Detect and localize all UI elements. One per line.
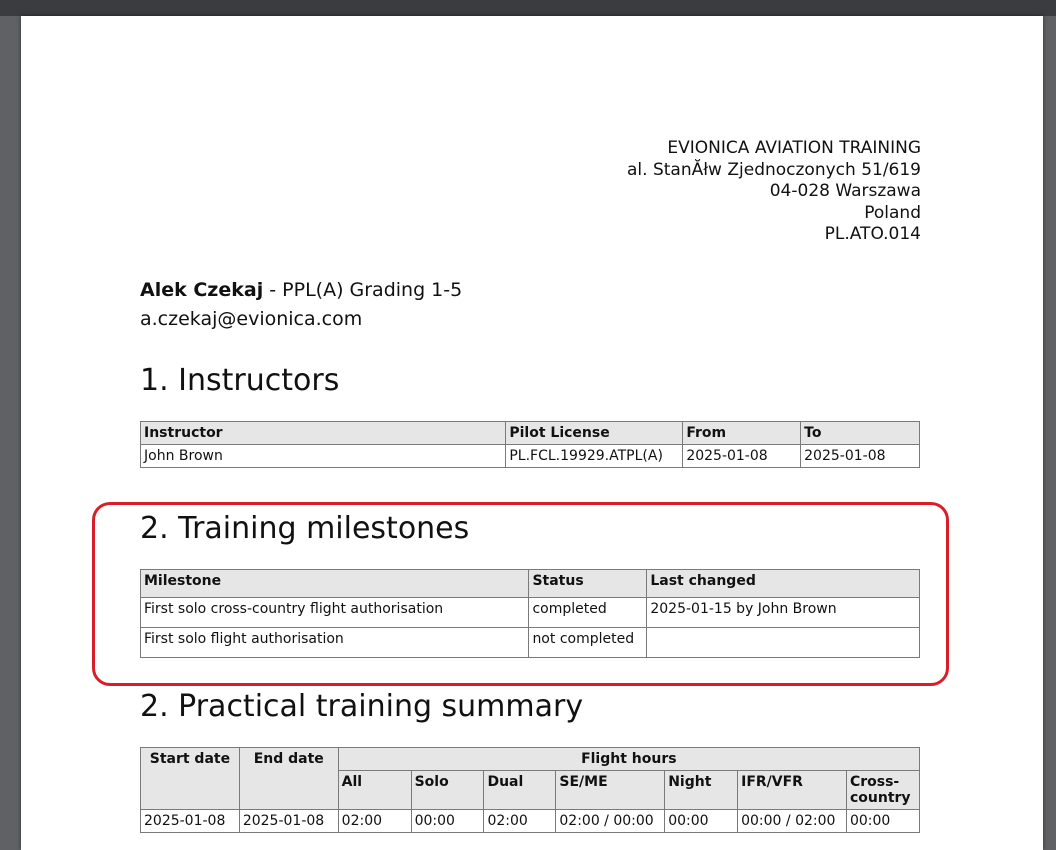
column-header: Status	[529, 570, 647, 598]
column-header: Night	[665, 771, 738, 810]
table-cell: PL.FCL.19929.ATPL(A)	[506, 445, 683, 468]
student-email: a.czekaj@evionica.com	[140, 308, 363, 330]
column-header: Last changed	[647, 570, 920, 598]
table-header-row	[141, 422, 920, 445]
column-header: To	[801, 422, 920, 445]
document-page	[21, 16, 1043, 850]
table-cell: 2025-01-08	[801, 445, 920, 468]
table-row	[141, 598, 920, 628]
course-name: - PPL(A) Grading 1-5	[263, 279, 463, 301]
org-name: EVIONICA AVIATION TRAINING	[667, 138, 921, 158]
table-cell: not completed	[529, 628, 647, 658]
column-header: All	[338, 771, 411, 810]
organization-address	[627, 138, 921, 246]
table-cell: completed	[529, 598, 647, 628]
column-header: Pilot License	[506, 422, 683, 445]
table-cell: 00:00 / 02:00	[738, 810, 847, 833]
table-cell: 2025-01-08	[141, 810, 240, 833]
table-cell: First solo cross-country flight authorisation	[141, 598, 529, 628]
instructors-table	[140, 421, 920, 468]
student-name: Alek Czekaj	[140, 279, 264, 301]
viewer-toolbar	[0, 0, 1056, 16]
table-cell: 02:00	[338, 810, 411, 833]
table-cell: First solo flight authorisation	[141, 628, 529, 658]
org-street: al. StanĂłw Zjednoczonych 51/619	[627, 159, 921, 180]
table-row	[141, 445, 920, 468]
column-header: Cross-country	[846, 771, 919, 810]
column-header: SE/ME	[556, 771, 665, 810]
column-header: Milestone	[141, 570, 529, 598]
table-cell: John Brown	[141, 445, 506, 468]
table-cell: 2025-01-08	[683, 445, 801, 468]
table-row	[141, 810, 920, 833]
table-cell	[647, 628, 920, 658]
column-header: Dual	[484, 771, 556, 810]
student-info	[140, 276, 462, 334]
student-line	[140, 276, 462, 305]
milestones-heading: 2. Training milestones	[140, 511, 470, 546]
summary-heading: 2. Practical training summary	[140, 689, 584, 724]
org-country: Poland	[864, 202, 921, 223]
end-date-header: End date	[239, 748, 338, 810]
column-header: From	[683, 422, 801, 445]
table-cell: 2025-01-08	[239, 810, 338, 833]
milestones-table	[140, 569, 920, 658]
org-city: 04-028 Warszawa	[769, 181, 921, 201]
instructors-heading: 1. Instructors	[140, 363, 340, 398]
table-cell: 02:00 / 00:00	[556, 810, 665, 833]
column-header: Solo	[411, 771, 484, 810]
table-cell: 02:00	[484, 810, 556, 833]
column-header: IFR/VFR	[738, 771, 847, 810]
table-cell: 00:00	[846, 810, 919, 833]
flight-hours-header: Flight hours	[338, 748, 919, 771]
practical-summary-table	[140, 747, 920, 833]
table-header-row	[141, 748, 920, 771]
column-header: Instructor	[141, 422, 506, 445]
table-row	[141, 628, 920, 658]
start-date-header: Start date	[141, 748, 240, 810]
table-cell: 00:00	[411, 810, 484, 833]
table-header-row	[141, 570, 920, 598]
table-cell: 00:00	[665, 810, 738, 833]
table-cell: 2025-01-15 by John Brown	[647, 598, 920, 628]
org-ato: PL.ATO.014	[824, 224, 921, 244]
